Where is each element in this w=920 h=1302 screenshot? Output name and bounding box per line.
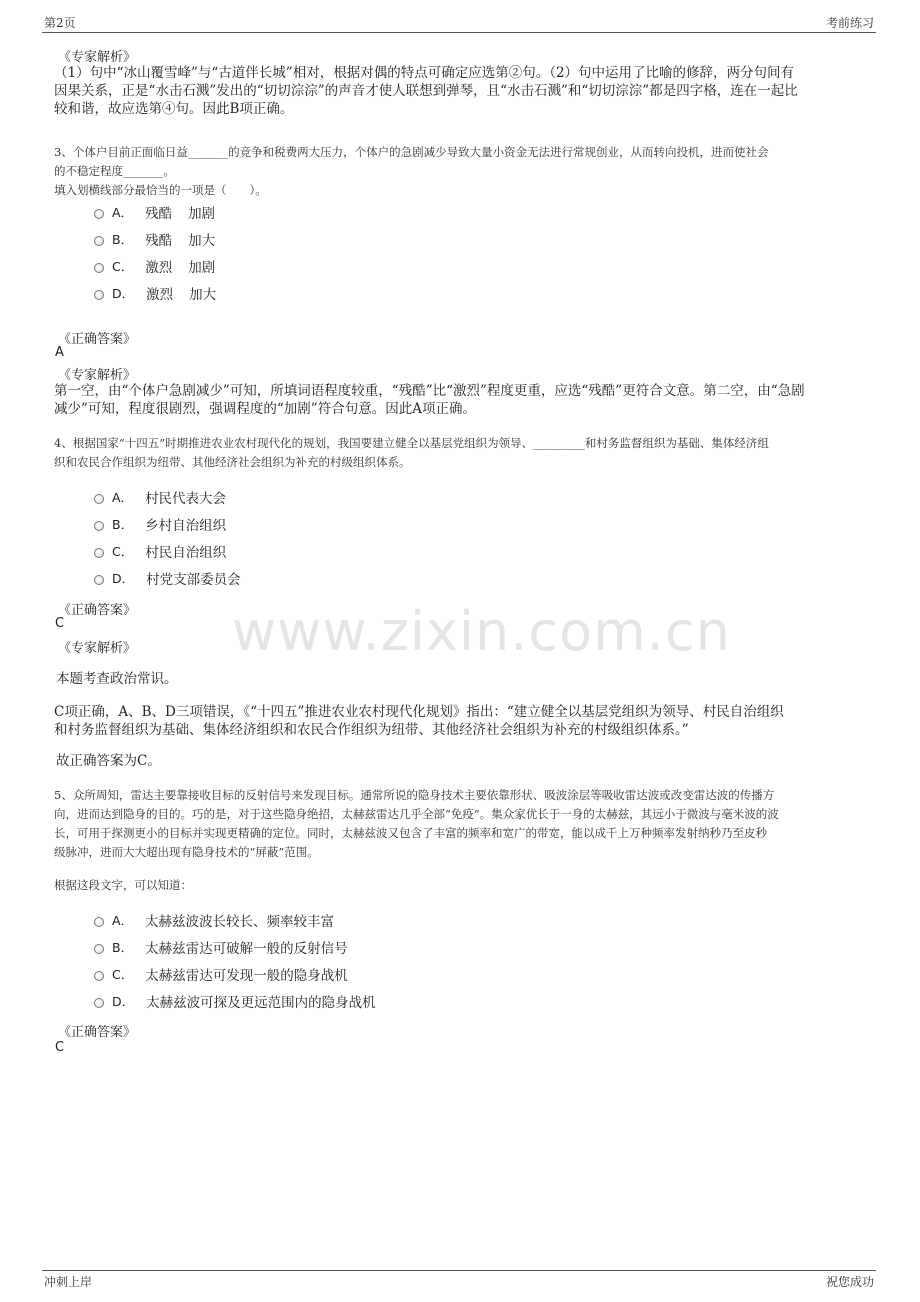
q5-option-c[interactable]: C． 太赫兹雷达可发现一般的隐身战机 [94, 964, 348, 984]
radio-icon[interactable] [94, 971, 104, 981]
correct-answer-label: 《正确答案》 [58, 603, 137, 618]
top-analysis-text: （1）句中“冰山覆雪峰”与“古道伴长城”相对，根据对偶的特点可确定应选第②句。（2）句中运用了比喻的修辞，两分句间有 因果关系，正是“水击石溅”发出的“切切淙淙”的声音才使人联想到弹琴，且“水击石溅”和“切切淙淙”都是四字格，连在一起比 较和谐，故应选第④句。因此B项正确。 [54, 65, 798, 117]
radio-icon[interactable] [94, 290, 104, 300]
q3-analysis-text: 第一空，由“个体户急剧减少”可知，所填词语程度较重，“残酷”比“激烈”程度更重，应选“残酷”更符合文意。第二空，由“急剧 减少”可知，程度很剧烈，强调程度的“加剧”符合句意。因此A项正确。 [54, 383, 805, 417]
expert-analysis-label: 《专家解析》 [58, 368, 137, 383]
watermark: www.zixin.com.cn [232, 600, 731, 663]
q5-answer: C [55, 1040, 65, 1055]
q4-option-a[interactable]: A． 村民代表大会 [94, 487, 226, 507]
q3-option-b[interactable]: B． 残酷 加大 [94, 229, 215, 249]
q4-option-c[interactable]: C． 村民自治组织 [94, 541, 226, 561]
radio-icon[interactable] [94, 209, 104, 219]
radio-icon[interactable] [94, 236, 104, 246]
radio-icon[interactable] [94, 548, 104, 558]
expert-analysis-label: 《专家解析》 [58, 50, 137, 65]
q4-analysis-intro: 本题考查政治常识。 [56, 671, 178, 687]
q4-option-d[interactable]: D． 村党支部委员会 [94, 568, 241, 588]
question-5-prompt: 根据这段文字，可以知道： [54, 878, 192, 892]
footer-right-text: 祝您成功 [825, 1275, 874, 1289]
expert-analysis-label: 《专家解析》 [58, 641, 137, 656]
footer-left-text: 冲刺上岸 [44, 1275, 93, 1289]
page-header [42, 12, 876, 33]
radio-icon[interactable] [94, 263, 104, 273]
radio-icon[interactable] [94, 575, 104, 585]
question-3-stem: 3、个体户目前正面临日益_______的竞争和税费两大压力，个体户的急剧减少导致大量小资金无法进行常规创业，从而转向投机，进而使社会 的不稳定程度_______。 填入划横线部分最恰当的一项是（ ）。 [54, 145, 769, 197]
q3-answer: A [55, 345, 64, 360]
q3-option-a[interactable]: A． 残酷 加剧 [94, 202, 215, 222]
q5-option-b[interactable]: B． 太赫兹雷达可破解一般的反射信号 [94, 937, 348, 957]
radio-icon[interactable] [94, 998, 104, 1008]
q4-analysis-body: C项正确，A、B、D三项错误，《“十四五”推进农业农村现代化规划》指出：“建立健全以基层党组织为领导、村民自治组织 和村务监督组织为基础、集体经济组织和农民合作组织为纽带、其他经济社会组织为补充的村级组织体系。” [54, 704, 784, 738]
correct-answer-label: 《正确答案》 [58, 332, 137, 347]
q4-analysis-conclusion: 故正确答案为C。 [56, 753, 161, 769]
q4-answer: C [55, 616, 65, 631]
page-footer [42, 1270, 876, 1293]
correct-answer-label: 《正确答案》 [58, 1025, 137, 1040]
radio-icon[interactable] [94, 494, 104, 504]
radio-icon[interactable] [94, 944, 104, 954]
q5-option-a[interactable]: A． 太赫兹波波长较长、频率较丰富 [94, 910, 334, 930]
question-5-stem: 5、众所周知，雷达主要靠接收目标的反射信号来发现目标。通常所说的隐身技术主要依靠形状、吸波涂层等吸收雷达波或改变雷达波的传播方 向，进而达到隐身的目的。巧的是，对于这些隐身绝招，太赫兹雷达几乎全部“免疫”。集众家优长于一身的太赫兹，其远小于微波与毫米波的波 长，可用于探测更小的目标并实现更精确的定位。同时，太赫兹波又包含了丰富的频率和宽广的带宽，能以成千上万种频率发射纳秒乃至皮秒 级脉冲，进而大大超出现有隐身技术的“屏蔽”范围。 [54, 788, 779, 859]
question-4-stem: 4、根据国家“十四五”时期推进农业农村现代化的规划，我国要建立健全以基层党组织为领导、_________和村务监督组织为基础、集体经济组 织和农民合作组织为纽带、其他经济社会组织为补充的村级组织体系。 [54, 436, 769, 469]
q4-option-b[interactable]: B． 乡村自治组织 [94, 514, 226, 534]
radio-icon[interactable] [94, 917, 104, 927]
header-title: 考前练习 [825, 16, 874, 30]
q5-option-d[interactable]: D． 太赫兹波可探及更远范围内的隐身战机 [94, 991, 376, 1011]
radio-icon[interactable] [94, 521, 104, 531]
page-number: 第2页 [44, 16, 76, 30]
q3-option-c[interactable]: C． 激烈 加剧 [94, 256, 215, 276]
q3-option-d[interactable]: D． 激烈 加大 [94, 283, 216, 303]
